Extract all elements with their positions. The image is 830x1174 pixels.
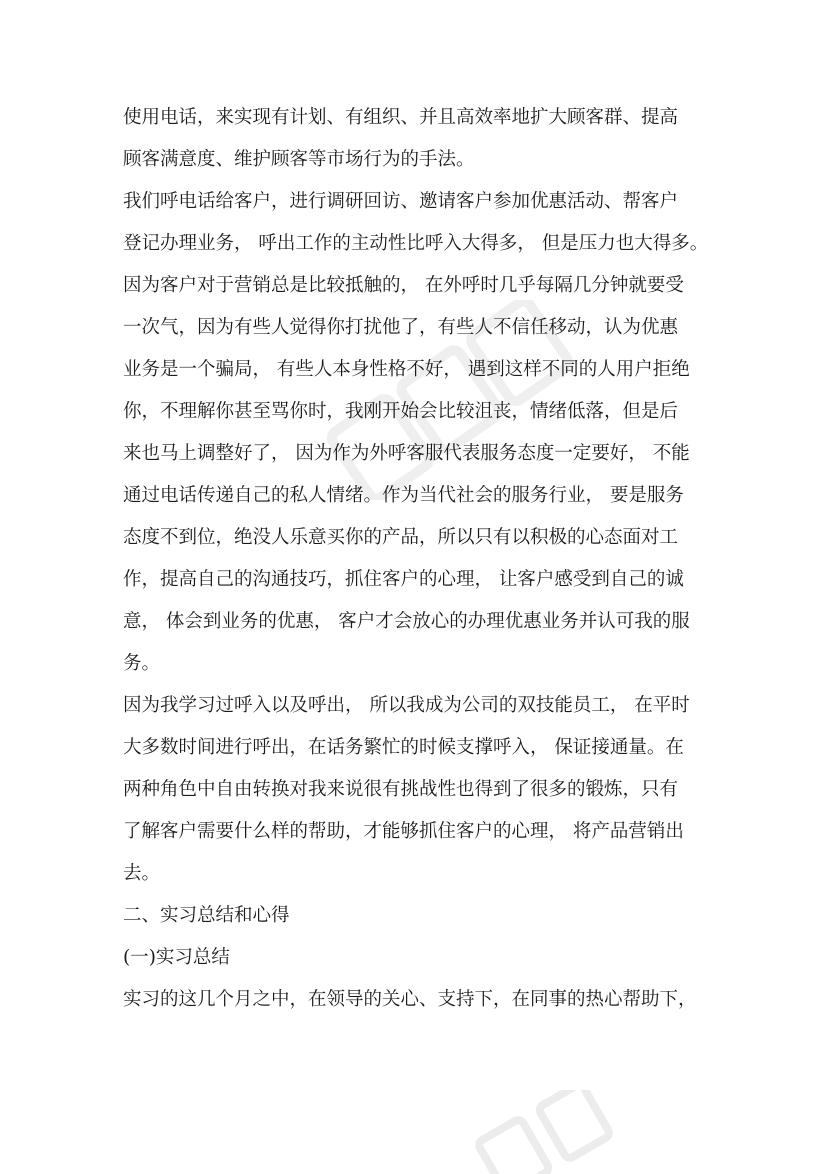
document-body [123,99,713,1023]
text-line: 顾客满意度、维护顾客等市场行为的手法。 [123,149,475,170]
text-line: 你，不理解你甚至骂你时，我刚开始会比较沮丧，情绪低落，但是后 [123,401,679,422]
text-line: 因为我学习过呼入以及呼出， 所以我成为公司的双技能员工， 在平时 [123,695,690,716]
text-line: 因为客户对于营销总是比较抵触的， 在外呼时几乎每隔几分钟就要受 [123,275,684,296]
section-heading: 二、实习总结和心得 [123,905,290,926]
text-line: 通过电话传递自己的私人情绪。作为当代社会的服务行业， 要是服务 [123,485,684,506]
text-line: 态度不到位，绝没人乐意买你的产品，所以只有以积极的心态面对工 [123,527,679,548]
text-line: 意， 体会到业务的优惠， 客户才会放心的办理优惠业务并认可我的服 [123,611,690,632]
text-line: 作，提高自己的沟通技巧，抓住客户的心理， 让客户感受到自己的诚 [123,569,684,590]
text-line: 去。 [123,863,161,884]
subsection-heading: (一)实习总结 [123,947,230,968]
text-line: 务。 [123,653,161,674]
text-line: 业务是一个骗局， 有些人本身性格不好， 遇到这样不同的人用户拒绝 [123,359,690,380]
text-line: 大多数时间进行呼出，在话务繁忙的时候支撑呼入， 保证接通量。在 [123,737,684,758]
text-line: 使用电话，来实现有计划、有组织、并且高效率地扩大顾客群、提高 [123,107,679,128]
text-line: 一次气，因为有些人觉得你打扰他了，有些人不信任移动，认为优惠 [123,317,679,338]
text-line: 两种角色中自由转换对我来说很有挑战性也得到了很多的锻炼，只有 [123,779,679,800]
text-line: 实习的这几个月之中，在领导的关心、支持下，在同事的热心帮助下， [123,989,697,1010]
text-line: 我们呼电话给客户，进行调研回访、邀请客户参加优惠活动、帮客户 [123,191,679,212]
text-line: 登记办理业务， 呼出工作的主动性比呼入大得多， 但是压力也大得多。 [123,233,709,254]
text-line: 了解客户需要什么样的帮助，才能够抓住客户的心理， 将产品营销出 [123,821,684,842]
watermark-mark-icon [440,1090,640,1174]
text-line: 来也马上调整好了， 因为作为外呼客服代表服务态度一定要好， 不能 [123,443,690,464]
